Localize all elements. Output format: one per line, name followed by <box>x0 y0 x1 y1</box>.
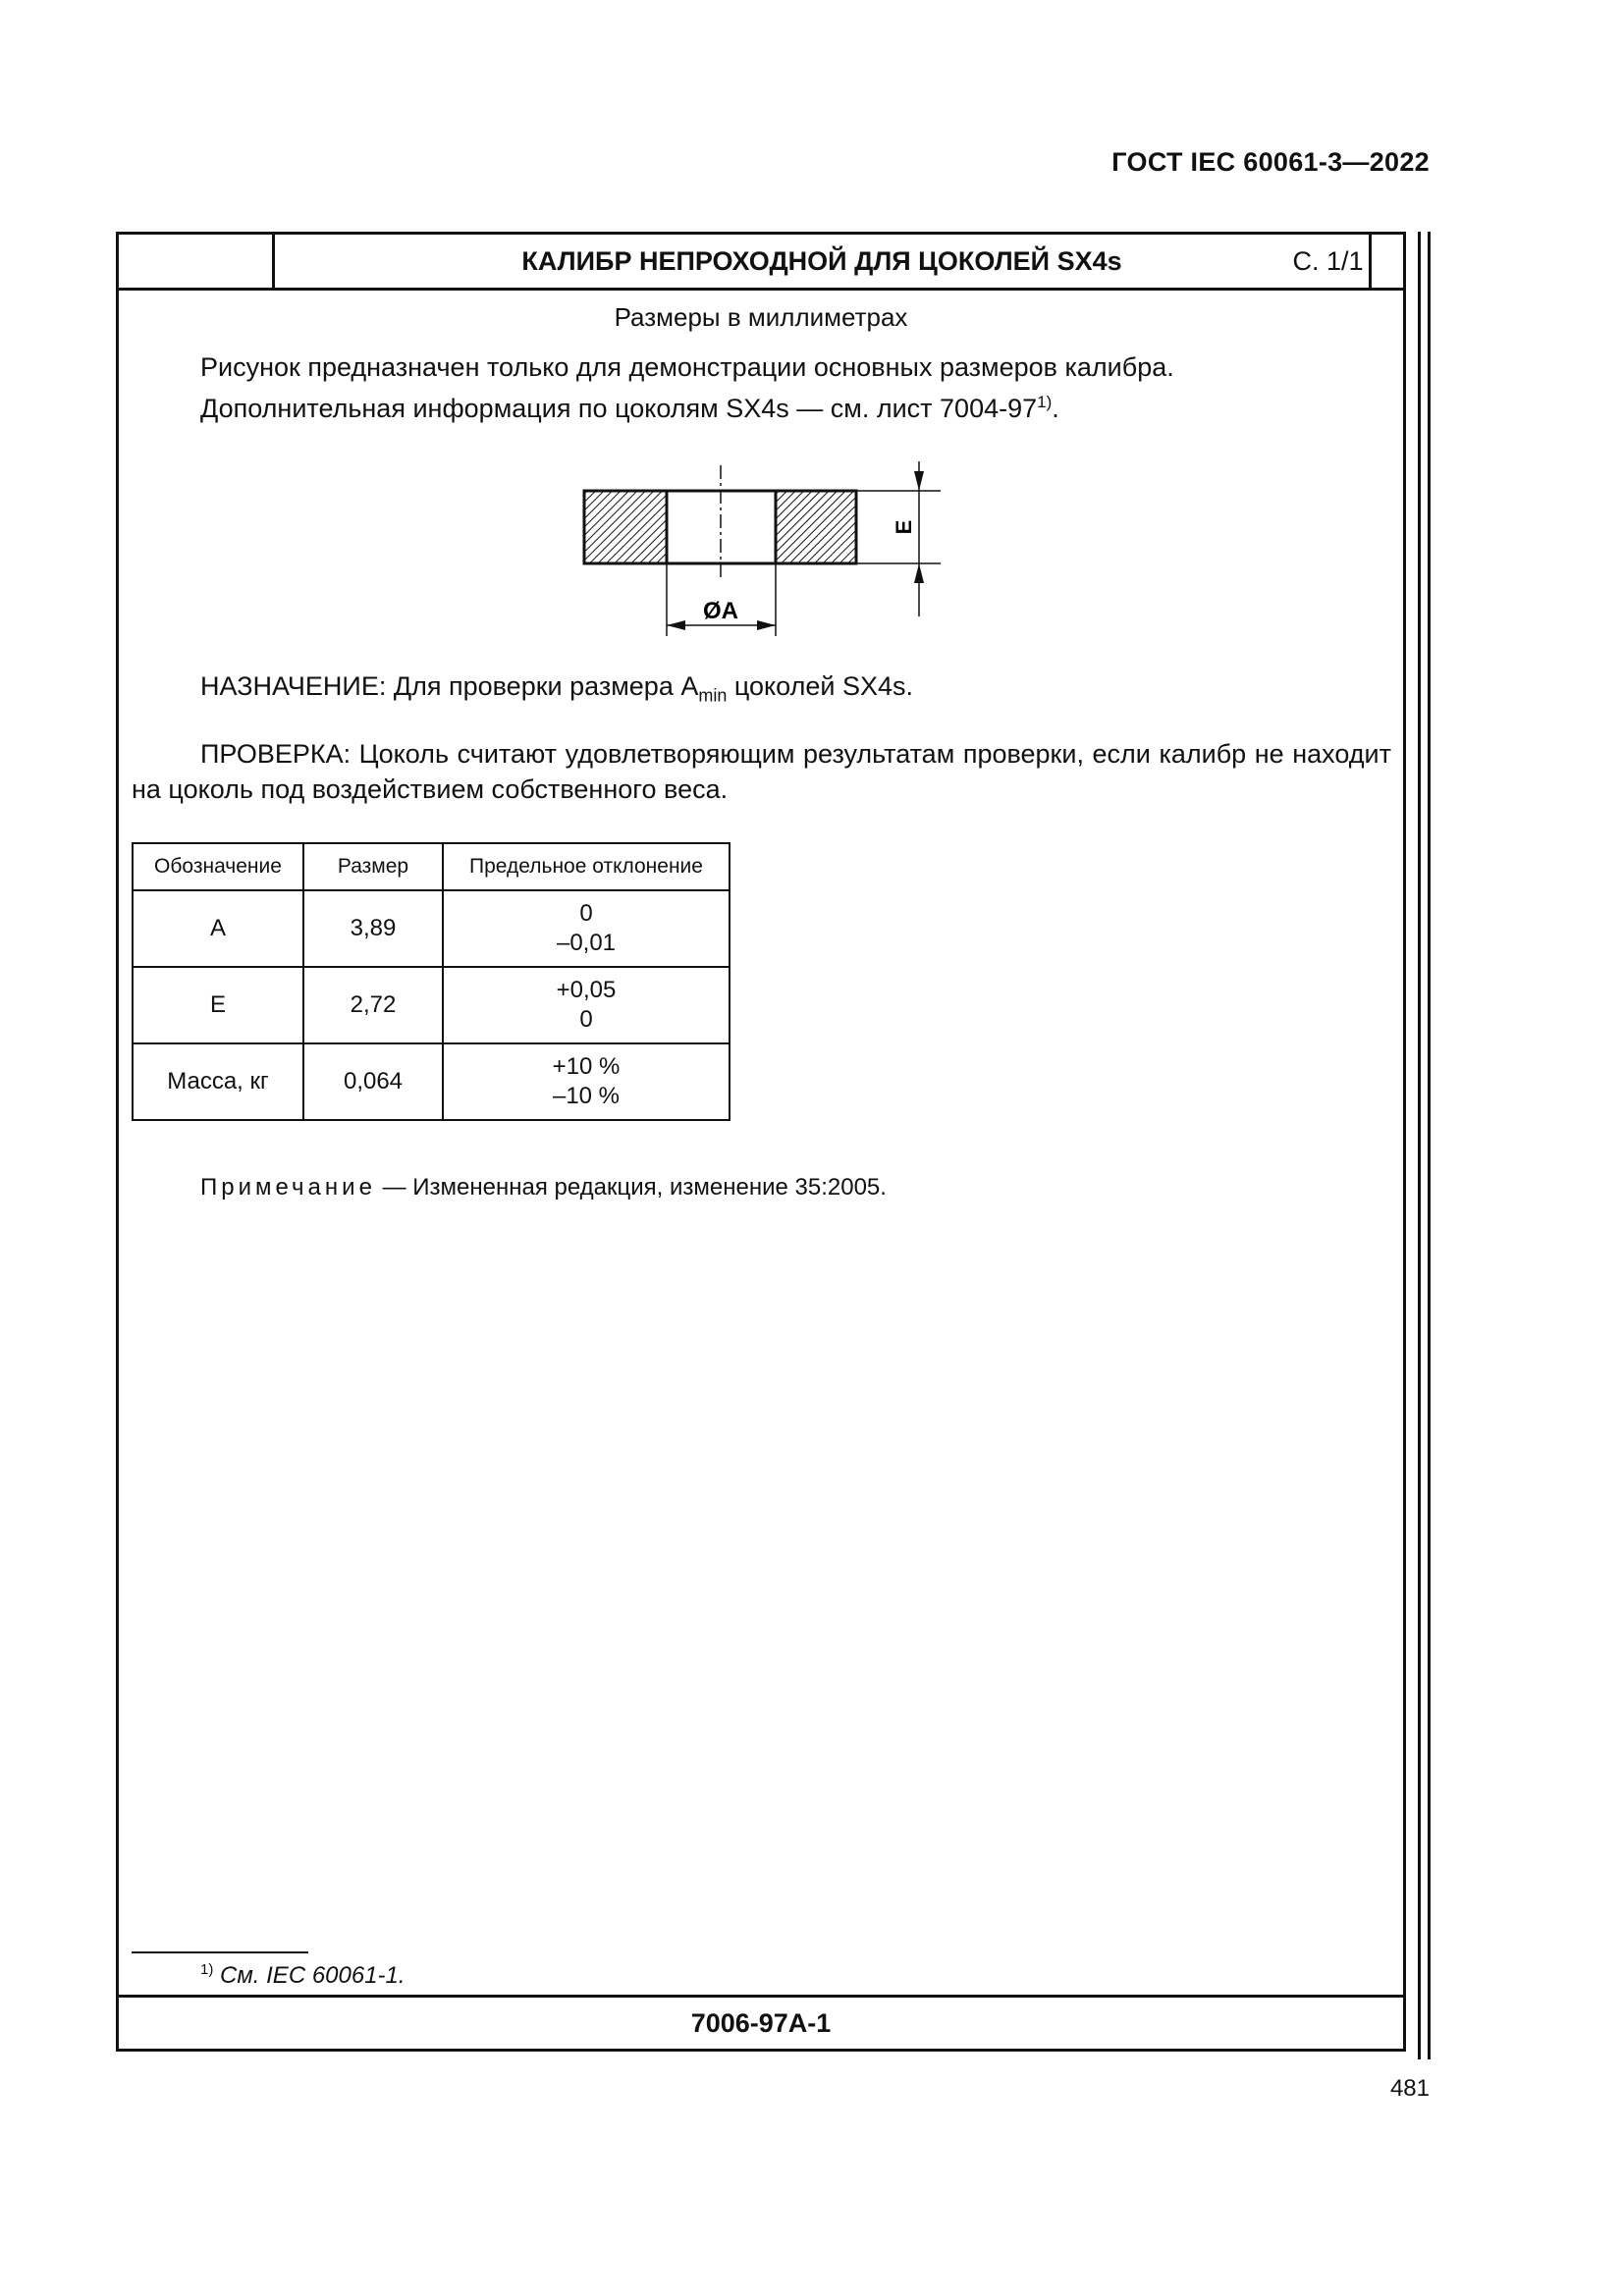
dimension-label-a: ØA <box>703 598 738 624</box>
table-row <box>133 890 730 967</box>
dimension-label-e: E <box>892 519 916 535</box>
page-number: 481 <box>1389 2075 1430 2102</box>
note-label: Примечание <box>200 1174 376 1201</box>
sheet-number: С. 1/1 <box>1292 245 1364 276</box>
cell-tolerance: +0,05 0 <box>443 967 730 1043</box>
table-row <box>133 1043 730 1120</box>
gauge-left-section <box>584 491 667 563</box>
col-header-symbol: Обозначение <box>133 843 303 890</box>
cell-tolerance: 0 –0,01 <box>443 890 730 967</box>
title-empty-cell <box>119 235 275 288</box>
note-text: Примечание — Измененная редакция, изменение 35:2005. <box>200 1174 887 1201</box>
cell-tolerance: +10 % –10 % <box>443 1043 730 1120</box>
gauge-right-section <box>776 491 856 563</box>
purpose-text: НАЗНАЧЕНИЕ: Для проверки размера $A_{min}$ цоколей SX4s. <box>200 671 913 706</box>
sheet-title: КАЛИБР НЕПРОХОДНОЙ ДЛЯ ЦОКОЛЕЙ SX4s <box>275 235 1372 288</box>
binding-line-2 <box>1428 232 1431 2059</box>
col-header-tolerance: Предельное отклонение <box>443 843 730 890</box>
title-bar <box>119 235 1403 291</box>
intro-line-1: Рисунок предназначен только для демонстрации основных размеров калибра. <box>200 352 1174 382</box>
intro-line-2: Дополнительная информация по цоколям SX4s — см. лист 7004-97$^{1)}$. <box>200 393 1059 423</box>
dimensions-table <box>132 842 730 1121</box>
cell-symbol: Масса, кг <box>133 1043 303 1120</box>
footnote-ref: 1) <box>1037 393 1053 411</box>
check-text: ПРОВЕРКА: Цоколь считают удовлетворяющим результатам проверки, если калибр не находит на цоколь под воздействием собственного веса. <box>132 739 1391 804</box>
cell-symbol: E <box>133 967 303 1043</box>
table-row <box>133 967 730 1043</box>
table-header-row <box>133 843 730 890</box>
cell-size: 0,064 <box>303 1043 443 1120</box>
cell-size: 2,72 <box>303 967 443 1043</box>
sheet-code: 7006-97A-1 <box>119 1995 1403 2049</box>
footnote: $^{1)}$ См. IEC 60061-1. <box>200 1961 406 1989</box>
cell-symbol: A <box>133 890 303 967</box>
units-note: Размеры в миллиметрах <box>614 302 908 332</box>
standard-designation: ГОСТ IEC 60061-3—2022 <box>1111 147 1430 177</box>
col-header-size: Размер <box>303 843 443 890</box>
binding-line-1 <box>1418 232 1421 2059</box>
intro-text <box>200 349 1174 426</box>
cell-size: 3,89 <box>303 890 443 967</box>
gauge-drawing <box>569 450 982 646</box>
footnote-rule <box>132 1951 308 1953</box>
